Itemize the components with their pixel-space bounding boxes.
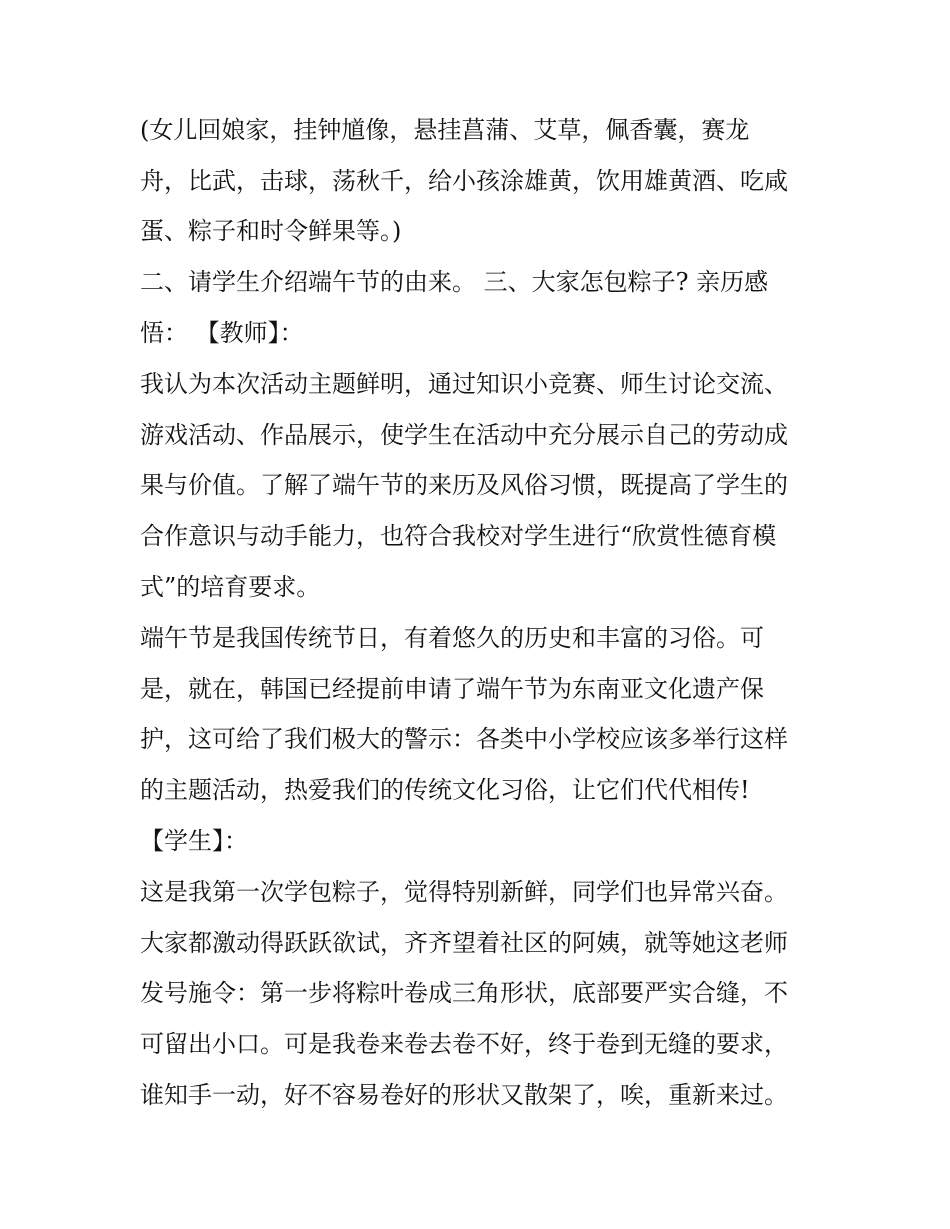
text-line: 式”的培育要求。 (140, 573, 321, 601)
text-line: 蛋、粽子和时令鲜果等。) (140, 217, 402, 245)
text-line: 的主题活动，热爱我们的传统文化习俗，让它们代代相传! (140, 776, 750, 804)
text-line: (女儿回娘家，挂钟馗像，悬挂菖蒲、艾草，佩香囊，赛龙 (140, 116, 750, 144)
text-line: 游戏活动、作品展示，使学生在活动中充分展示自己的劳动成 (140, 421, 788, 449)
text-line: 我认为本次活动主题鲜明，通过知识小竞赛、师生讨论交流、 (140, 370, 788, 398)
text-line: 【学生】： (140, 827, 248, 855)
text-line: 端午节是我国传统节日，有着悠久的历史和丰富的习俗。可 (140, 624, 764, 652)
text-line: 大家都激动得跃跃欲试，齐齐望着社区的阿姨，就等她这老师 (140, 929, 788, 957)
text-line: 护，这可给了我们极大的警示：各类中小学校应该多举行这样 (140, 725, 788, 753)
text-line: 谁知手一动，好不容易卷好的形状又散架了，唉，重新来过。 (140, 1081, 788, 1109)
text-line: 舟，比武，击球，荡秋千，给小孩涂雄黄，饮用雄黄酒、吃咸 (140, 167, 788, 195)
text-line: 合作意识与动手能力，也符合我校对学生进行“欣赏性德育模 (140, 522, 777, 550)
text-line: 可留出小口。可是我卷来卷去卷不好，终于卷到无缝的要求， (140, 1030, 788, 1058)
text-line: 这是我第一次学包粽子，觉得特别新鲜，同学们也异常兴奋。 (140, 878, 788, 906)
text-line: 果与价值。了解了端午节的来历及风俗习惯，既提高了学生的 (140, 471, 788, 499)
text-line: 二、请学生介绍端午节的由来。 三、大家怎包粽子? 亲历感 (140, 268, 769, 296)
text-line: 发号施令：第一步将粽叶卷成三角形状，底部要严实合缝，不 (140, 979, 788, 1007)
text-line: 是，就在，韩国已经提前申请了端午节为东南亚文化遗产保 (140, 675, 764, 703)
text-line: 悟： 【教师】： (140, 319, 304, 347)
